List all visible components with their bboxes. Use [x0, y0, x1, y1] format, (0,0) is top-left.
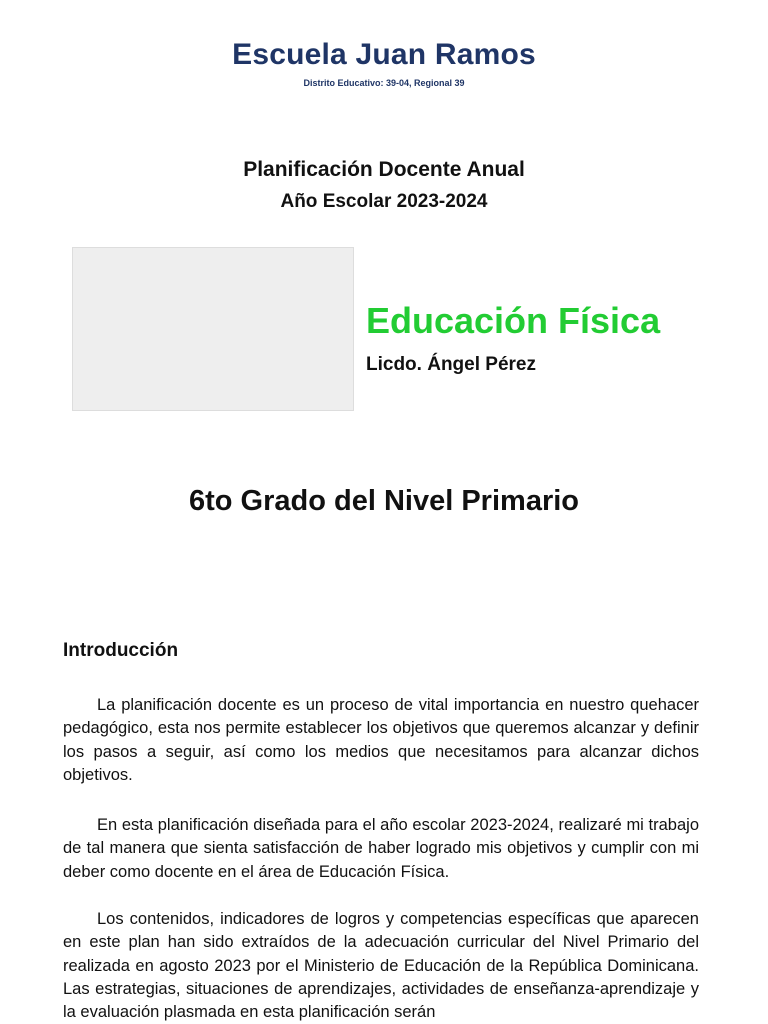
- intro-paragraph-2: En esta planificación diseñada para el año escolar 2023-2024, realizaré mi trabajo de tal manera que sienta satisfacción de haber logrado mis objetivos y cumplir con mi deber como docente en el área de Educación Física.: [63, 816, 699, 881]
- intro-paragraph-3: Los contenidos, indicadores de logros y competencias específicas que aparecen en este plan han sido extraídos de la adecuación curricular del Nivel Primario del realizada en agosto 2023 por el Ministerio de Educación de la República Dominicana. Las estrategias, situaciones de aprendizajes, actividades de enseñanza-aprendizaje y la evaluación plasmada en esta planificación serán: [63, 910, 699, 1022]
- district-info: Distrito Educativo: 39-04, Regional 39: [303, 78, 465, 88]
- cover-image-placeholder: [72, 247, 354, 411]
- grade-level: 6to Grado del Nivel Primario: [189, 485, 579, 517]
- intro-paragraph-1: La planificación docente es un proceso de vital importancia en nuestro quehacer pedagógico, esta nos permite establecer los objetivos que queremos alcanzar y definir los pasos a seguir, así como los medios que necesitamos para alcanzar dichos objetivos.: [63, 696, 699, 784]
- plan-title: Planificación Docente Anual: [243, 158, 525, 181]
- teacher-name: Licdo. Ángel Pérez: [366, 354, 536, 375]
- subject-title: Educación Física: [366, 300, 661, 341]
- introduction-heading: Introducción: [63, 640, 179, 661]
- school-year: Año Escolar 2023-2024: [280, 191, 488, 212]
- school-name: Escuela Juan Ramos: [232, 38, 536, 71]
